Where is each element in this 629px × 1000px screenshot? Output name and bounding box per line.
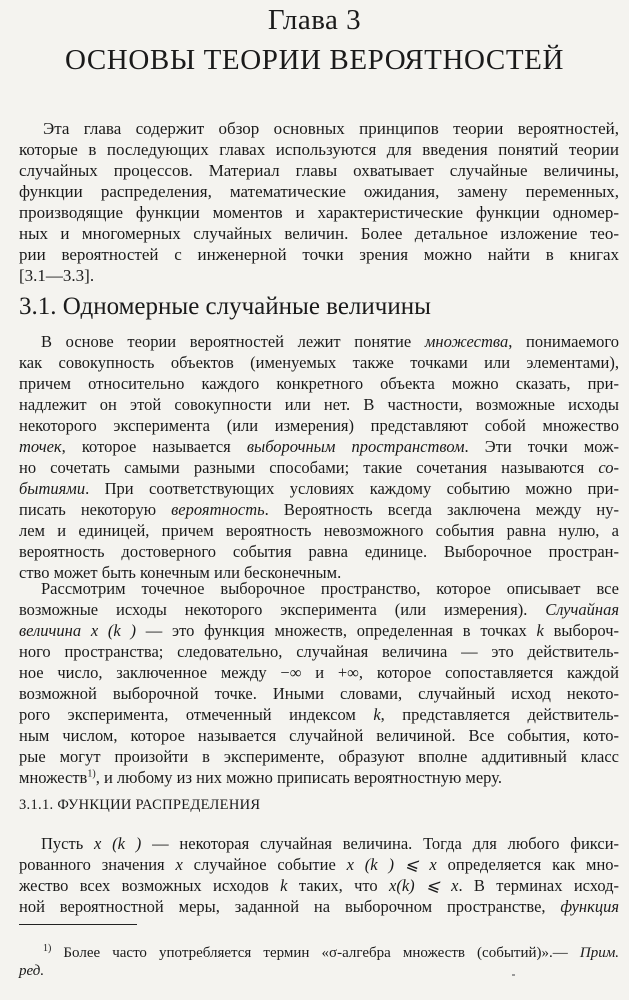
text-line: величина x (k ) — это функция множеств, определенная в точках k выбороч- <box>19 621 620 640</box>
subsection-heading: 3.1.1. ФУНКЦИИ РАСПРЕДЕЛЕНИЯ <box>19 797 261 813</box>
footnote-mark: 1) <box>43 943 52 954</box>
math-expression: x (k ) ⩽ x <box>346 855 437 874</box>
text-line: Рассмотрим точечное выборочное пространство, которое описывает все <box>41 579 619 598</box>
text-line: производящие функции моментов и характеристические функции одномер- <box>19 203 619 222</box>
italic-term: бытиями <box>19 479 86 498</box>
text-line: Пусть x (k ) — некоторая случайная величина. Тогда для любого фикси- <box>41 834 620 853</box>
text-line: возможные исходы некоторого эксперимента (или измерения). Случайная <box>19 600 619 619</box>
text-line: ного пространства; следовательно, случайная величина — это действитель- <box>19 642 619 661</box>
italic-term: Случайная <box>545 600 619 619</box>
text-line: случайных процессов. Материал главы охватывает случайные величины, <box>19 161 619 180</box>
text-line: писать некоторую вероятность. Вероятность всегда заключена между ну- <box>19 500 619 519</box>
text-line: жество всех возможных исходов k таких, что x(k) ⩽ x. В терминах исход- <box>19 876 620 895</box>
italic-term: величина <box>19 621 82 640</box>
paragraph-random-variable <box>19 578 619 788</box>
text-line: как совокупность объектов (именуемых также точками или элементами), <box>19 353 619 372</box>
footnote-line: $^{1)}$ Более часто употребляется термин «σ-алгебра множеств (событий)».— Прим. <box>43 943 620 961</box>
text-line: ным числом, которое называется случайной величиной. Все события, кото- <box>19 726 619 745</box>
italic-term: множества <box>424 332 509 351</box>
text-line: некоторого эксперимента (или измерения) представляют собой множество <box>19 416 619 435</box>
math-expression: x <box>175 855 183 874</box>
italic-term: выборочным пространством <box>246 437 465 456</box>
text-line: причем относительно каждого конкретного объекта можно сказать, при- <box>19 374 619 393</box>
text-line: лем и единицей, причем вероятность невозможного события равна нулю, а <box>19 521 619 540</box>
text-line: бытиями. При соответствующих условиях каждому событию можно при- <box>19 479 619 498</box>
math-expression: k <box>536 621 544 640</box>
text-line: точек, которое называется выборочным пространством. Эти точки мож- <box>19 437 619 456</box>
italic-term: со- <box>598 458 620 477</box>
text-line: ной вероятностной меры, заданной на выборочном пространстве, функция <box>19 897 619 916</box>
math-expression: x(k) ⩽ x <box>389 876 459 895</box>
italic-term: функция <box>560 897 619 916</box>
text-line: но сочетать самыми разными способами; такие сочетания называются со- <box>19 458 620 477</box>
italic-term: точек <box>19 437 62 456</box>
italic-term: вероятность <box>171 500 265 519</box>
text-line: В основе теории вероятностей лежит понятие множества, понимаемого <box>41 332 620 351</box>
text-line: Эта глава содержит обзор основных принципов теории вероятностей, <box>43 119 619 138</box>
text-line: рии вероятностей с инженерной точки зрения можно найти в книгах <box>19 245 619 264</box>
text-line: ство может быть конечным или бесконечным. <box>19 563 342 582</box>
footnote-line: ред. <box>19 963 45 979</box>
text-line: рого эксперимента, отмеченный индексом k, представляется действитель- <box>19 705 619 724</box>
math-expression: x (k ) <box>94 834 142 853</box>
math-expression: k <box>373 705 381 724</box>
paragraph-sets <box>19 331 619 583</box>
text-line: рованного значения x случайное событие x (k ) ⩽ x определяется как мно- <box>19 855 620 874</box>
text-line: рые могут произойти в эксперименте, образуют вполне аддитивный класс <box>19 747 619 766</box>
scan-speck <box>512 974 515 976</box>
text-line: возможной выборочной точке. Иными словами, случайный исход некото- <box>19 684 619 703</box>
intro-paragraph <box>19 118 619 286</box>
math-expression: k <box>280 876 288 895</box>
text-line: надлежит он этой совокупности или нет. В частности, возможные исходы <box>19 395 619 414</box>
math-expression: x (k ) <box>90 621 136 640</box>
text-line: которые в последующих главах используются для введения понятий теории <box>19 140 619 159</box>
footnote-ref: 1) <box>87 768 96 780</box>
text-line: множеств$^{1)}$, и любому из них можно приписать вероятностную меру. <box>19 768 502 787</box>
text-line: [3.1—3.3]. <box>19 266 95 285</box>
text-line: вероятность достоверного события равна единице. Выборочное простран- <box>19 542 619 561</box>
footnote-divider <box>19 924 137 925</box>
text-line: функции распределения, математические ожидания, замену переменных, <box>19 182 619 201</box>
footnote <box>19 938 619 982</box>
paragraph-distribution <box>19 833 619 917</box>
chapter-label: Глава 3 <box>267 4 362 36</box>
text-line: ных и многомерных случайных величин. Более детальное изложение тео- <box>19 224 619 243</box>
chapter-title: ОСНОВЫ ТЕОРИИ ВЕРОЯТНОСТЕЙ <box>64 44 565 76</box>
section-heading: 3.1. Одномерные случайные величины <box>19 293 431 320</box>
text-line: ное число, заключенное между −∞ и +∞, которое сопоставляется каждой <box>19 663 619 682</box>
